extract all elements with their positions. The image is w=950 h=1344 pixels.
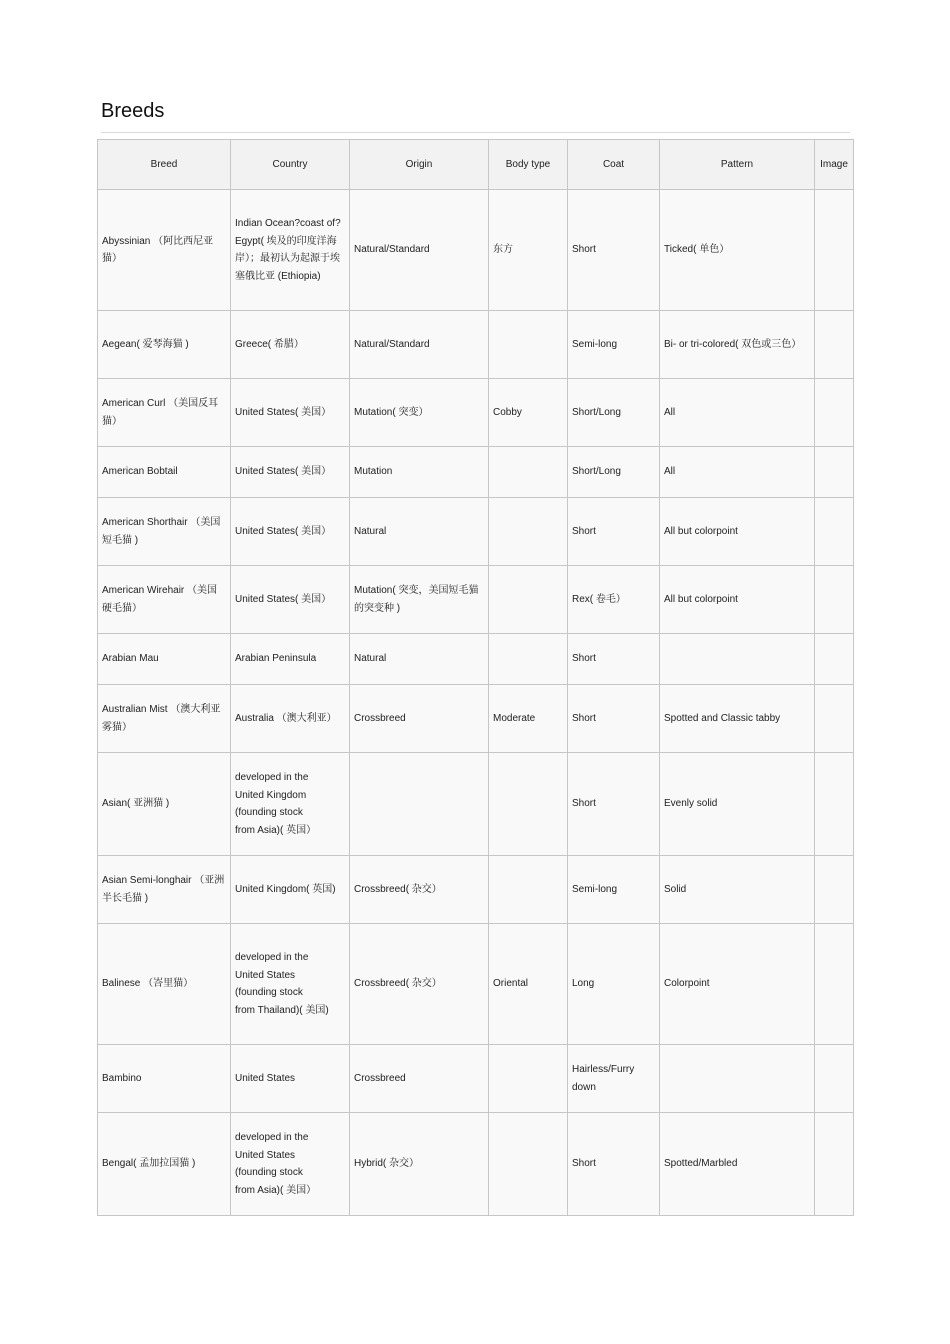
cell-country: United States( 美国） [231, 447, 350, 498]
table-row [98, 685, 854, 753]
cell-coat: Short/Long [568, 447, 660, 498]
cell-body-type [489, 634, 568, 685]
cell-country: United States( 美国） [231, 498, 350, 566]
cell-body-type [489, 1113, 568, 1216]
cell-breed: American Shorthair （美国短毛猫 ) [98, 498, 231, 566]
table-row [98, 753, 854, 856]
table-row [98, 1045, 854, 1113]
cell-image [815, 190, 854, 311]
cell-image [815, 566, 854, 634]
cell-country: United States( 美国） [231, 379, 350, 447]
cell-origin: Natural/Standard [350, 311, 489, 379]
cell-body-type: Cobby [489, 379, 568, 447]
cell-pattern: Solid [660, 856, 815, 924]
cell-breed: American Wirehair （美国硬毛猫） [98, 566, 231, 634]
cell-body-type [489, 566, 568, 634]
breeds-table [97, 139, 854, 1216]
cell-body-type [489, 311, 568, 379]
cell-body-type [489, 753, 568, 856]
table-row [98, 379, 854, 447]
cell-image [815, 1113, 854, 1216]
cell-body-type [489, 856, 568, 924]
cell-country: developed in the United Kingdom (founding stock from Asia)( 英国） [231, 753, 350, 856]
cell-body-type: Oriental [489, 924, 568, 1045]
cell-pattern: All [660, 379, 815, 447]
cell-origin: Hybrid( 杂交） [350, 1113, 489, 1216]
cell-coat: Short [568, 190, 660, 311]
cell-origin: Natural/Standard [350, 190, 489, 311]
cell-origin: Natural [350, 498, 489, 566]
cell-origin: Natural [350, 634, 489, 685]
cell-breed: Aegean( 爱琴海猫 ) [98, 311, 231, 379]
cell-country: developed in the United States (founding stock from Thailand)( 美国) [231, 924, 350, 1045]
cell-body-type [489, 498, 568, 566]
table-row [98, 447, 854, 498]
cell-coat: Semi-long [568, 856, 660, 924]
cell-coat: Short/Long [568, 379, 660, 447]
column-header-country: Country [231, 140, 350, 190]
cell-breed: Balinese （峇里猫） [98, 924, 231, 1045]
cell-pattern [660, 1045, 815, 1113]
cell-pattern [660, 634, 815, 685]
cell-breed: Asian( 亚洲猫 ) [98, 753, 231, 856]
cell-breed: American Bobtail [98, 447, 231, 498]
cell-pattern: Ticked( 单色） [660, 190, 815, 311]
cell-country: Australia （澳大利亚） [231, 685, 350, 753]
cell-country: United Kingdom( 英国) [231, 856, 350, 924]
cell-coat: Short [568, 1113, 660, 1216]
table-row [98, 190, 854, 311]
cell-image [815, 1045, 854, 1113]
cell-breed: Arabian Mau [98, 634, 231, 685]
cell-pattern: All but colorpoint [660, 498, 815, 566]
cell-coat: Semi-long [568, 311, 660, 379]
table-header-row [98, 140, 854, 190]
cell-coat: Short [568, 634, 660, 685]
cell-country: United States [231, 1045, 350, 1113]
cell-pattern: All [660, 447, 815, 498]
cell-country: Greece( 希腊） [231, 311, 350, 379]
table-row [98, 566, 854, 634]
cell-breed: Bengal( 孟加拉国猫 ) [98, 1113, 231, 1216]
cell-coat: Hairless/Furry down [568, 1045, 660, 1113]
cell-coat: Short [568, 498, 660, 566]
table-row [98, 1113, 854, 1216]
cell-country: Arabian Peninsula [231, 634, 350, 685]
cell-country: developed in the United States (founding stock from Asia)( 美国） [231, 1113, 350, 1216]
column-header-image: Image [815, 140, 854, 190]
column-header-coat: Coat [568, 140, 660, 190]
cell-breed: Australian Mist （澳大利亚雾猫） [98, 685, 231, 753]
table-row [98, 856, 854, 924]
cell-origin: Mutation [350, 447, 489, 498]
section-title: Breeds [101, 100, 165, 122]
column-header-body-type: Body type [489, 140, 568, 190]
table-row [98, 634, 854, 685]
cell-image [815, 856, 854, 924]
cell-image [815, 379, 854, 447]
table-row [98, 498, 854, 566]
column-header-pattern: Pattern [660, 140, 815, 190]
cell-origin: Mutation( 突变） [350, 379, 489, 447]
cell-country: United States( 美国） [231, 566, 350, 634]
cell-image [815, 447, 854, 498]
cell-breed: Asian Semi-longhair （亚洲半长毛猫 ) [98, 856, 231, 924]
column-header-origin: Origin [350, 140, 489, 190]
cell-pattern: Colorpoint [660, 924, 815, 1045]
cell-origin: Crossbreed [350, 1045, 489, 1113]
cell-image [815, 311, 854, 379]
cell-body-type [489, 1045, 568, 1113]
cell-country: Indian Ocean?coast of?Egypt( 埃及的印度洋海岸）；最初认为起源于埃塞俄比亚 (Ethiopia) [231, 190, 350, 311]
cell-origin [350, 753, 489, 856]
cell-image [815, 685, 854, 753]
cell-origin: Crossbreed( 杂交） [350, 856, 489, 924]
cell-body-type [489, 447, 568, 498]
cell-body-type: Moderate [489, 685, 568, 753]
cell-image [815, 924, 854, 1045]
cell-image [815, 498, 854, 566]
cell-breed: Abyssinian （阿比西尼亚猫） [98, 190, 231, 311]
cell-breed: Bambino [98, 1045, 231, 1113]
cell-pattern: Bi- or tri-colored( 双色或三色） [660, 311, 815, 379]
cell-coat: Short [568, 753, 660, 856]
cell-coat: Rex( 卷毛） [568, 566, 660, 634]
column-header-breed: Breed [98, 140, 231, 190]
cell-coat: Long [568, 924, 660, 1045]
title-divider [101, 132, 850, 133]
cell-pattern: Spotted and Classic tabby [660, 685, 815, 753]
cell-breed: American Curl （美国反耳猫） [98, 379, 231, 447]
table-row [98, 924, 854, 1045]
cell-pattern: Spotted/Marbled [660, 1113, 815, 1216]
cell-pattern: Evenly solid [660, 753, 815, 856]
cell-origin: Crossbreed( 杂交） [350, 924, 489, 1045]
cell-origin: Crossbreed [350, 685, 489, 753]
table-row [98, 311, 854, 379]
cell-coat: Short [568, 685, 660, 753]
cell-origin: Mutation( 突变，美国短毛猫的突变种 ) [350, 566, 489, 634]
cell-pattern: All but colorpoint [660, 566, 815, 634]
cell-image [815, 753, 854, 856]
cell-image [815, 634, 854, 685]
cell-body-type: 东方 [489, 190, 568, 311]
